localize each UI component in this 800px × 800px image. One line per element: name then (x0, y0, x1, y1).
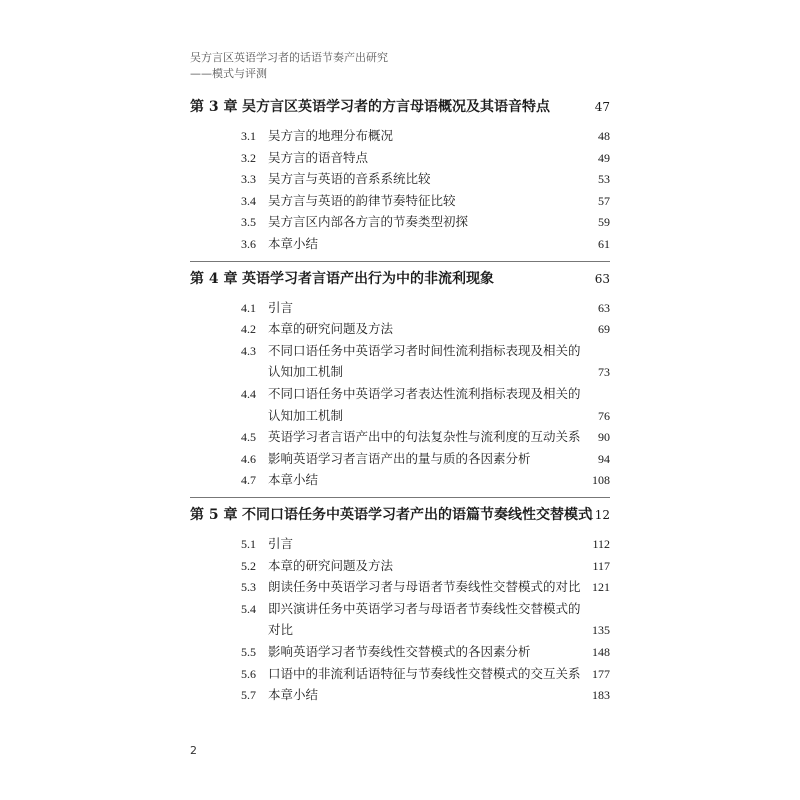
section-number: 4.1 (241, 300, 256, 315)
section-page: 63 (598, 300, 610, 315)
section-title: 本章的研究问题及方法 (268, 557, 394, 573)
toc-section-continued[interactable] (190, 620, 610, 640)
toc-section[interactable] (190, 234, 610, 254)
section-title: 认知加工机制 (268, 407, 344, 423)
toc-section[interactable] (190, 427, 610, 447)
toc-section[interactable] (190, 298, 610, 318)
toc-section[interactable] (190, 449, 610, 469)
running-head-title: 吴方言区英语学习者的话语节奏产出研究 (190, 51, 388, 64)
section-number: 5.6 (241, 666, 256, 681)
running-head (190, 50, 388, 82)
toc-section[interactable] (190, 169, 610, 189)
section-page: 183 (592, 688, 610, 703)
toc-section[interactable] (190, 577, 610, 597)
section-page: 53 (598, 172, 610, 187)
toc-chapter[interactable] (190, 268, 610, 290)
chapter-page: 63 (594, 271, 610, 286)
section-page: 135 (592, 623, 610, 638)
toc-section[interactable] (190, 556, 610, 576)
section-page: 76 (598, 408, 610, 423)
section-title: 对比 (268, 622, 294, 638)
toc-section[interactable] (190, 319, 610, 339)
section-page: 73 (598, 365, 610, 380)
toc-section[interactable] (190, 212, 610, 232)
running-head-subtitle: ——模式与评测 (190, 67, 267, 80)
section-title: 吴方言与英语的韵律节奏特征比较 (268, 192, 456, 208)
section-number: 3.4 (241, 193, 256, 208)
chapter-page: 112 (587, 508, 610, 522)
section-page: 112 (592, 537, 610, 551)
toc-section[interactable] (190, 664, 610, 684)
section-title: 不同口语任务中英语学习者表达性流利指标表现及相关的 (268, 386, 581, 401)
toc-section[interactable] (190, 191, 610, 211)
toc-section[interactable] (190, 534, 610, 554)
section-page: 117 (592, 558, 610, 573)
section-number: 3.1 (241, 129, 256, 143)
toc-section[interactable] (190, 685, 610, 705)
section-title: 吴方言与英语的音系系统比较 (268, 171, 431, 187)
toc-section[interactable] (190, 126, 610, 146)
section-number: 4.6 (241, 451, 256, 466)
section-number: 4.3 (241, 343, 256, 358)
section-page: 108 (592, 473, 610, 488)
chapter-title: 不同口语任务中英语学习者产出的语篇节奏线性交替模式 (242, 507, 592, 523)
section-number: 3.6 (241, 237, 256, 251)
section-page: 90 (598, 430, 610, 445)
chapter-number: 第 4 章 (190, 270, 238, 287)
chapter-title: 英语学习者言语产出行为中的非流利现象 (242, 270, 494, 287)
section-title: 影响英语学习者节奏线性交替模式的各因素分析 (268, 644, 531, 659)
section-title: 不同口语任务中英语学习者时间性流利指标表现及相关的 (268, 342, 581, 358)
section-page: 57 (598, 193, 610, 208)
page-number: 2 (190, 744, 197, 757)
section-page: 61 (598, 237, 610, 251)
section-number: 5.5 (241, 645, 256, 659)
toc-section-continued[interactable] (190, 406, 610, 426)
chapter-divider (190, 261, 610, 262)
section-title: 吴方言的语音特点 (268, 149, 369, 165)
section-page: 177 (592, 666, 610, 681)
section-title: 本章的研究问题及方法 (268, 321, 394, 337)
section-number: 4.7 (241, 473, 256, 488)
section-number: 3.3 (241, 172, 256, 187)
section-page: 94 (598, 451, 610, 466)
toc-section[interactable] (190, 341, 610, 361)
toc-section[interactable] (190, 148, 610, 168)
toc-section[interactable] (190, 384, 610, 404)
toc-section-continued[interactable] (190, 362, 610, 382)
section-number: 4.5 (241, 430, 256, 445)
section-title: 即兴演讲任务中英语学习者与母语者节奏线性交替模式的 (268, 600, 581, 616)
section-title: 引言 (268, 536, 294, 551)
section-number: 5.1 (241, 537, 256, 551)
section-title: 引言 (268, 299, 294, 315)
section-number: 3.2 (241, 150, 256, 165)
section-number: 3.5 (241, 215, 256, 230)
section-number: 5.4 (241, 601, 256, 616)
section-title: 朗读任务中英语学习者与母语者节奏线性交替模式的对比 (268, 579, 581, 595)
section-title: 影响英语学习者言语产出的量与质的各因素分析 (268, 450, 531, 466)
chapter-page: 47 (594, 100, 610, 114)
toc-section[interactable] (190, 642, 610, 662)
section-number: 4.2 (241, 322, 256, 337)
toc-chapter[interactable] (190, 504, 610, 526)
section-page: 48 (598, 129, 610, 143)
section-title: 本章小结 (268, 472, 319, 488)
section-title: 英语学习者言语产出中的句法复杂性与流利度的互动关系 (268, 429, 581, 445)
chapter-number: 第 5 章 (190, 507, 238, 523)
chapter-number: 第 3 章 (190, 99, 238, 115)
section-page: 49 (598, 150, 610, 165)
toc-section[interactable] (190, 599, 610, 619)
section-page: 69 (598, 322, 610, 337)
section-title: 吴方言的地理分布概况 (268, 128, 394, 143)
section-number: 5.3 (241, 580, 256, 595)
section-title: 吴方言区内部各方言的节奏类型初探 (268, 214, 469, 230)
section-page: 59 (598, 215, 610, 230)
toc-chapter[interactable] (190, 96, 610, 118)
section-number: 4.4 (241, 387, 256, 401)
section-page: 121 (592, 580, 610, 595)
section-title: 认知加工机制 (268, 364, 344, 380)
toc-section[interactable] (190, 470, 610, 490)
section-number: 5.2 (241, 558, 256, 573)
section-title: 本章小结 (268, 687, 319, 703)
section-number: 5.7 (241, 688, 256, 703)
chapter-title: 吴方言区英语学习者的方言母语概况及其语音特点 (242, 99, 550, 115)
chapter-divider (190, 497, 610, 498)
section-page: 148 (592, 645, 610, 659)
section-title: 本章小结 (268, 236, 319, 251)
section-title: 口语中的非流利话语特征与节奏线性交替模式的交互关系 (268, 665, 581, 681)
